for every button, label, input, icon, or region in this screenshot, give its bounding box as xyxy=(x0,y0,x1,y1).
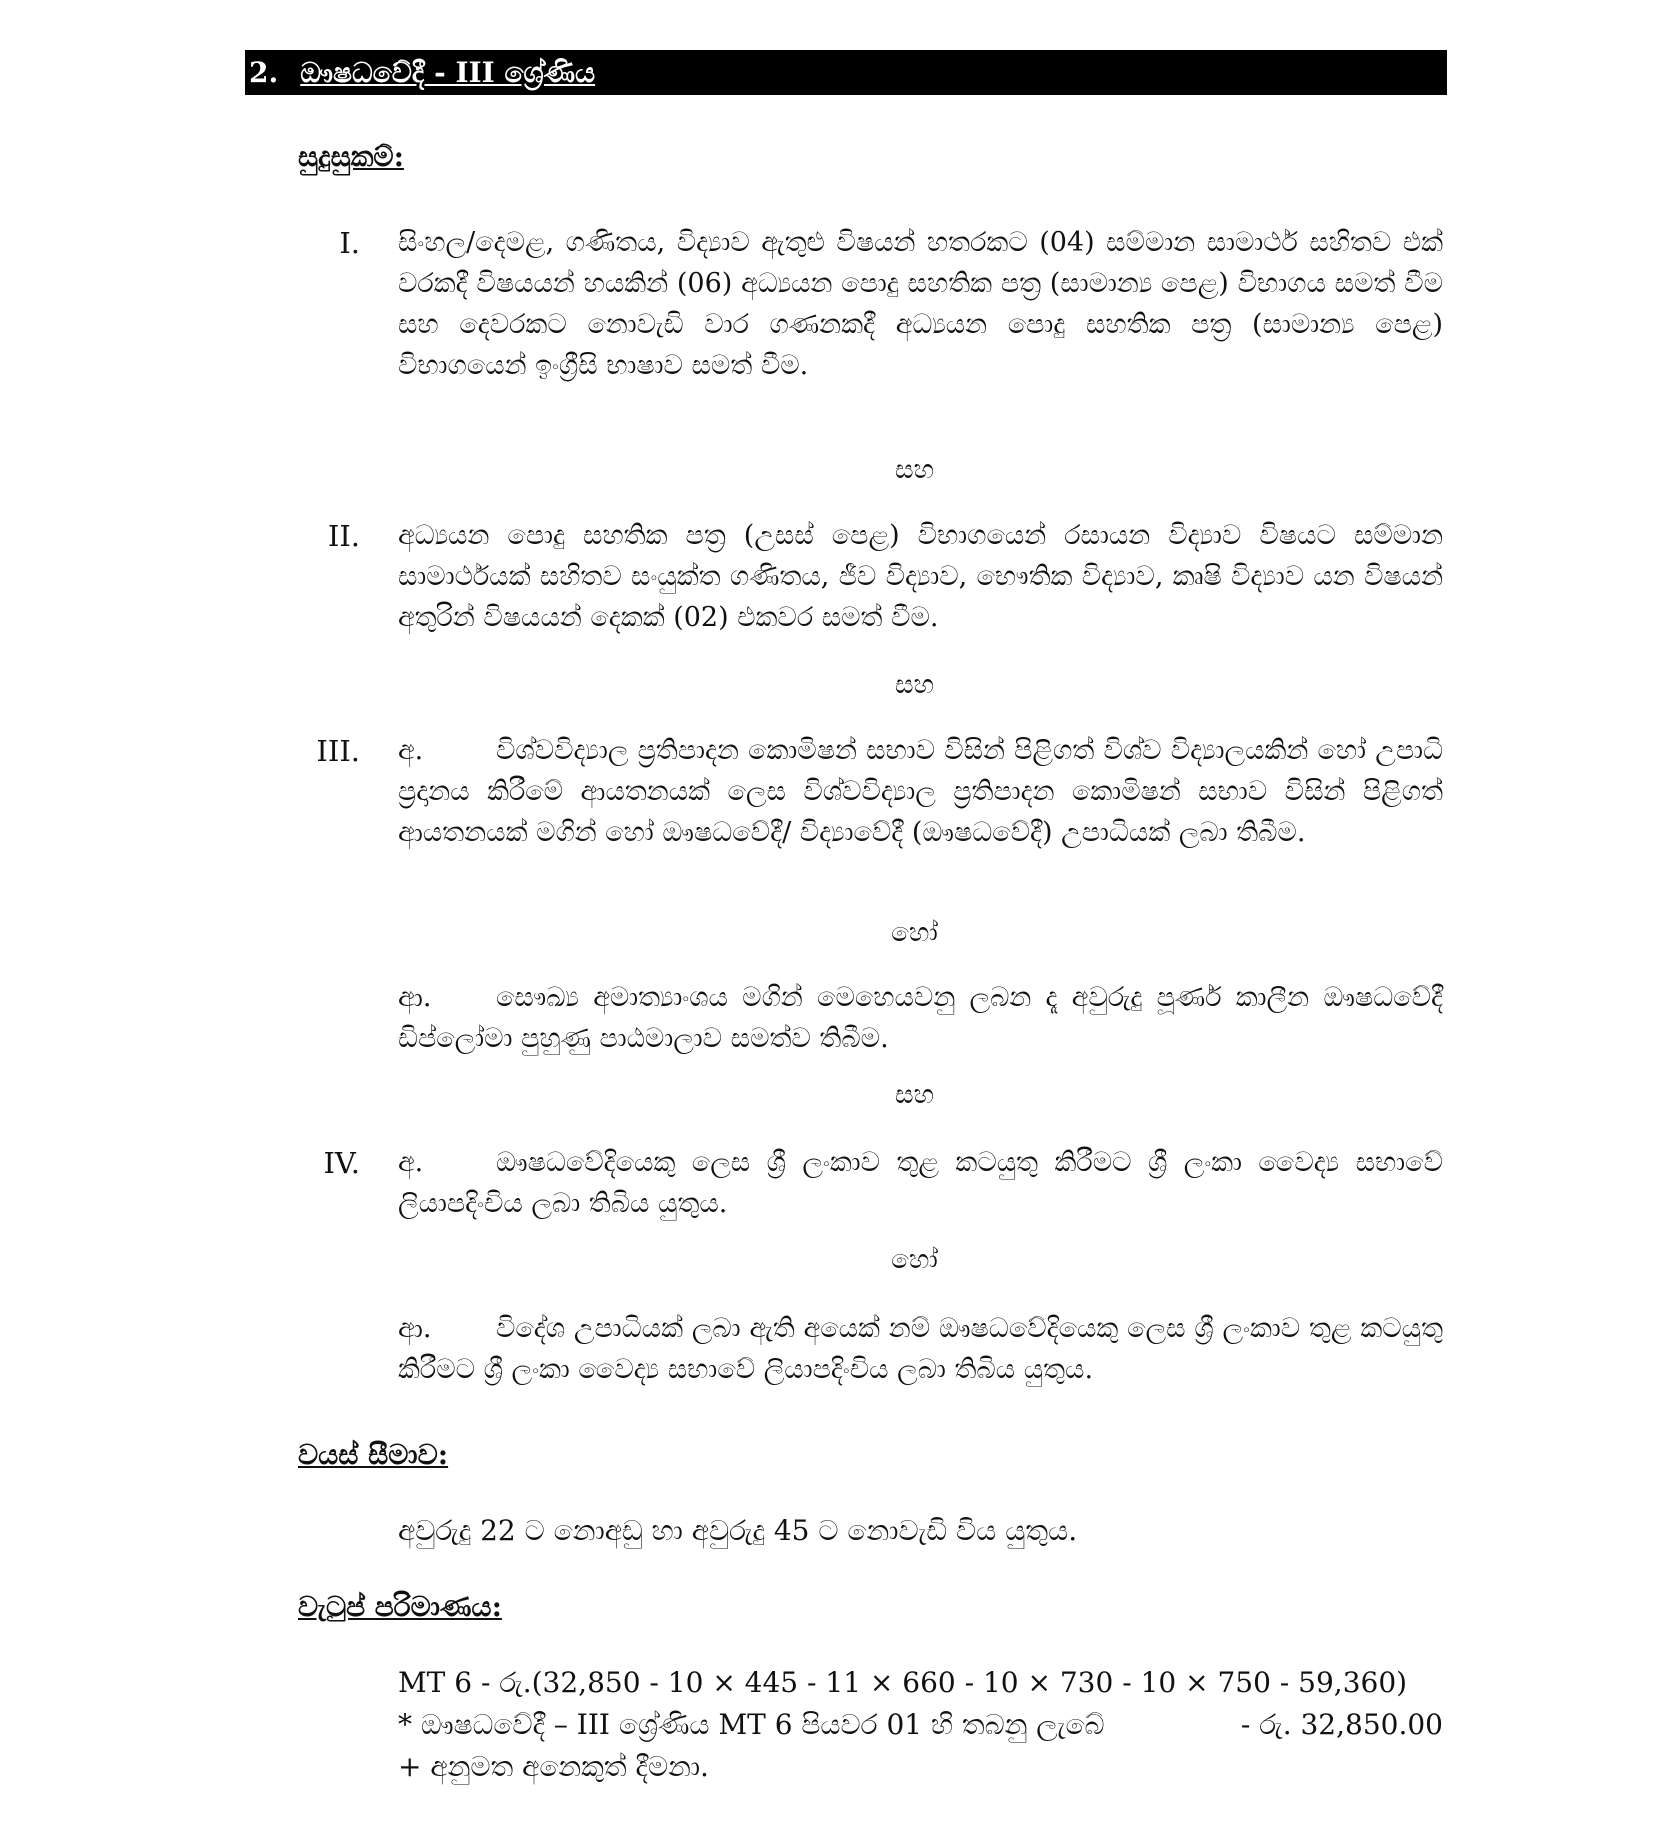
item-numeral: II. xyxy=(327,519,360,553)
subclause-letter: අ. xyxy=(398,735,424,766)
salary-note-text: * ඖෂධවේදී – III ශ්‍රේණිය MT 6 පියවර 01 හි තබනු ලැබේ xyxy=(398,1708,1105,1741)
section-title: ඖෂධවේදී - III ශ්‍රේණිය xyxy=(300,55,596,89)
subclause-text: විශ්වවිද්‍යාල ප්‍රතිපාදන කොමිෂන් සභාව විසින් පිළිගත් විශ්ව විද්‍යාලයකින් හෝ උපාධි ප්‍රදානය කිරීමේ ආයතනයක් ලෙස විශ්වවිද්‍යාල ප්‍රතිපාදන කොමිෂන් සභාව විසින් පිළිගත් ආයතනයක් මගින් හෝ ඖෂධවේදී/ විද්‍යාවේදී (ඖෂධවේදී) උපාධියක් ලබා තිබීම. xyxy=(398,735,1443,848)
subclause-letter: ආ. xyxy=(398,1313,432,1344)
connector-and: සහ xyxy=(894,455,935,485)
item-text: අධ්‍යයන පොදු සහතික පත්‍ර (උසස් පෙළ) විභාගයෙන් රසායන විද්‍යාව විෂයට සම්මාන සාමාර්ථයක් සහිතව සංයුක්ත ගණිතය, ජීව විද්‍යාව, භෞතික විද්‍යාව, කෘෂි විද්‍යාව යන විෂයන් අතුරින් විෂයයන් දෙකක් (02) එකවර සමත් වීම. xyxy=(398,520,1443,633)
item-numeral: IV. xyxy=(323,1146,360,1180)
connector-or: හෝ xyxy=(891,918,938,948)
salary-heading: වැටුප් පරිමාණය: xyxy=(298,1590,502,1623)
salary-note-amount: - රු. 32,850.00 xyxy=(1240,1708,1443,1741)
item-numeral: III. xyxy=(316,734,360,768)
salary-note xyxy=(398,1704,1443,1746)
qualifications-heading: සුදුසුකම්: xyxy=(298,140,404,173)
item-subclause-a xyxy=(398,730,1443,853)
connector-or: හෝ xyxy=(891,1245,938,1275)
item-numeral: I. xyxy=(339,226,360,260)
item-subclause-aa xyxy=(398,1308,1443,1390)
connector-and: සහ xyxy=(894,670,935,700)
subclause-letter: ආ. xyxy=(398,982,432,1013)
salary-allowance: + අනුමත අනෙකුත් දීමනා. xyxy=(398,1750,709,1783)
salary-details xyxy=(398,1662,1443,1788)
item-text: සිංහල/දෙමළ, ගණිතය, විද්‍යාව ඇතුළු විෂයන් හතරකට (04) සම්මාන සාමාර්ථ සහිතව එක් වරකදී විෂයයන් හයකින් (06) අධ්‍යයන පොදු සහතික පත්‍ර (සාමාන්‍ය පෙළ) විභාගය සමත් වීම සහ දෙවරකට නොවැඩි වාර ගණනකදී අධ්‍යයන පොදු සහතික පත්‍ර (සාමාන්‍ය පෙළ) විභාගයෙන් ඉංග්‍රීසි භාෂාව සමත් වීම. xyxy=(398,227,1443,381)
subclause-letter: අ. xyxy=(398,1147,424,1178)
item-subclause-aa xyxy=(398,977,1443,1059)
section-number: 2. xyxy=(249,56,279,89)
connector-and: සහ xyxy=(894,1080,935,1110)
section-header-bar xyxy=(245,50,1447,95)
subclause-text: ඖෂධවේදියෙකු ලෙස ශ්‍රී ලංකාව තුළ කටයුතු කිරීමට ශ්‍රී ලංකා වෛද්‍ය සභාවේ ලියාපදිංචිය ලබා තිබිය යුතුය. xyxy=(398,1147,1443,1219)
subclause-text: විදේශ උපාධියක් ලබා ඇති අයෙක් නම් ඖෂධවේදියෙකු ලෙස ශ්‍රී ලංකාව තුළ කටයුතු කිරීමට ශ්‍රී ලංකා වෛද්‍ය සභාවේ ලියාපදිංචිය ලබා තිබිය යුතුය. xyxy=(398,1313,1443,1385)
age-limit-text: අවුරුදු 22 ට නොඅඩු හා අවුරුදු 45 ට නොවැඩි විය යුතුය. xyxy=(398,1514,1078,1547)
subclause-text: සෞඛ්‍ය අමාත්‍යාංශය මගින් මෙහෙයවනු ලබන දෑ අවුරුදු පූර්ණ කාලීන ඖෂධවේදී ඩිප්ලෝමා පුහුණු පාඨමාලාව සමත්ව තිබීම. xyxy=(398,982,1443,1054)
item-subclause-a xyxy=(398,1142,1443,1224)
salary-scale: MT 6 - රු.(32,850 - 10 × 445 - 11 × 660 - 10 × 730 - 10 × 750 - 59,360) xyxy=(398,1666,1408,1699)
age-limit-heading: වයස් සීමාව: xyxy=(298,1438,449,1471)
